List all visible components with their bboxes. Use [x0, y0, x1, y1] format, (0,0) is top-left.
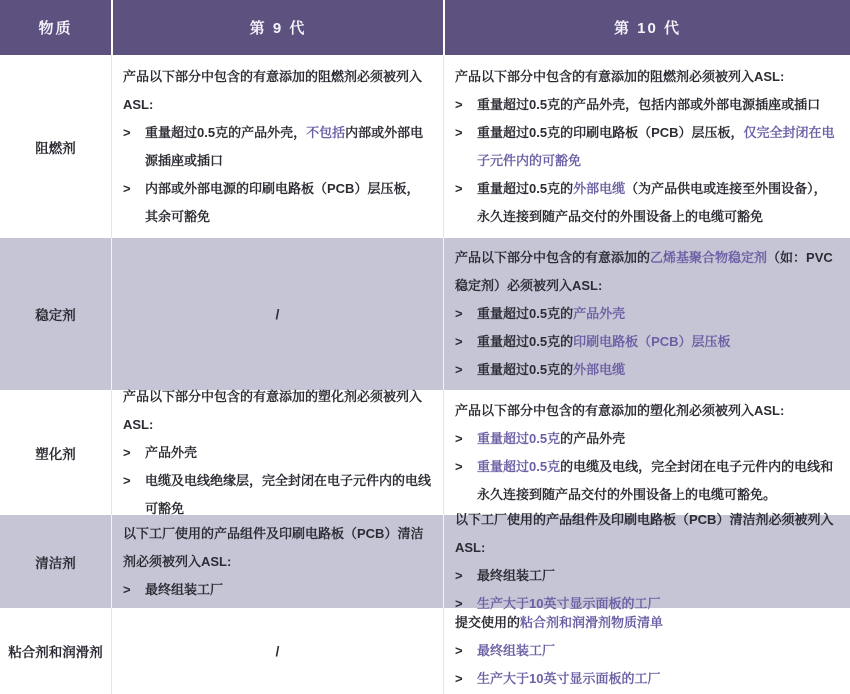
- bullet-item: [455, 425, 839, 453]
- plain-text: 最终组装工厂: [145, 581, 224, 597]
- header-gen10: 第 10 代: [443, 0, 850, 55]
- bullet-text: [477, 175, 839, 231]
- substance-cell: 阻燃剂: [35, 140, 76, 156]
- gen10-cell: [443, 390, 850, 515]
- header-substance: 物质: [38, 20, 73, 37]
- bullet-item: [455, 453, 839, 509]
- bullet-arrow-icon: >: [455, 180, 463, 196]
- gen9-cell: [111, 55, 443, 238]
- plain-text: 以下工厂使用的产品组件及印刷电路板（PCB）清洁剂必须被列入ASL:: [455, 511, 834, 555]
- plain-text: 电缆及电线绝缘层，完全封闭在电子元件内的电线可豁免: [145, 472, 432, 516]
- plain-text: 产品以下部分中包含的有意添加的阻燃剂必须被列入ASL:: [455, 68, 785, 84]
- bullet-item: [455, 300, 839, 328]
- bullet-item: [123, 439, 432, 467]
- substance-cell: 稳定剂: [35, 308, 76, 323]
- bullet-arrow-icon: >: [455, 595, 463, 611]
- bullet-text: [477, 328, 839, 356]
- gen9-cell: /: [111, 238, 443, 390]
- highlighted-text: 仅完全封闭在电子元件内的可豁免: [477, 124, 835, 168]
- cell-intro-text: [123, 383, 432, 439]
- bullet-arrow-icon: >: [455, 306, 463, 321]
- highlighted-text: 生产大于10英寸显示面板的工厂: [477, 595, 661, 611]
- plain-text: 重量超过0.5克的: [477, 334, 574, 349]
- bullet-arrow-icon: >: [455, 643, 463, 658]
- bullet-text: [145, 119, 432, 175]
- highlighted-text: 乙烯基聚合物稳定剂: [650, 250, 768, 265]
- plain-text: 的电缆及电线，完全封闭在电子元件内的电线和永久连接到随产品交付的外围设备上的电缆可豁免。: [477, 458, 834, 502]
- substance-cell: 清洁剂: [35, 555, 76, 571]
- bullet-text: [477, 119, 839, 175]
- bullet-arrow-icon: >: [455, 124, 463, 140]
- highlighted-text: 外部电缆: [573, 362, 626, 377]
- cell-intro-text: [123, 63, 432, 119]
- bullet-arrow-icon: >: [455, 362, 463, 377]
- plain-text: 最终组装工厂: [477, 567, 556, 583]
- highlighted-text: 产品外壳: [573, 306, 626, 321]
- bullet-text: [477, 453, 839, 509]
- highlighted-text: 最终组装工厂: [477, 643, 556, 658]
- gen9-cell: [111, 515, 443, 608]
- gen9-cell: /: [111, 608, 443, 694]
- plain-text: 内部或外部电源插座或插口: [145, 124, 424, 168]
- plain-text: 重量超过0.5克的: [477, 306, 574, 321]
- plain-text: 的产品外壳: [560, 430, 626, 446]
- bullet-item: [455, 119, 839, 175]
- bullet-arrow-icon: >: [455, 96, 463, 112]
- cell-intro-text: [455, 63, 839, 91]
- plain-text: 产品以下部分中包含的有意添加的塑化剂必须被列入ASL:: [123, 388, 423, 432]
- bullet-item: [455, 562, 839, 590]
- table-row: [0, 511, 850, 611]
- substance-cell: 粘合剂和润滑剂: [8, 645, 103, 660]
- bullet-item: [455, 356, 839, 384]
- bullet-item: [123, 576, 432, 604]
- bullet-arrow-icon: >: [123, 444, 131, 460]
- bullet-item: [123, 119, 432, 175]
- plain-text: 内部或外部电源的印刷电路板（PCB）层压板，其余可豁免: [145, 180, 420, 224]
- bullet-item: [455, 665, 839, 693]
- highlighted-text: 重量超过0.5克: [477, 430, 561, 446]
- table-body: [0, 55, 850, 694]
- header-gen9: 第 9 代: [111, 0, 443, 55]
- table-row: [0, 390, 850, 515]
- plain-text: 产品外壳: [145, 444, 198, 460]
- plain-text: 提交使用的: [455, 615, 521, 630]
- table-row: [0, 55, 850, 238]
- bullet-text: [145, 576, 432, 604]
- plain-text: 以下工厂使用的产品组件及印刷电路板（PCB）清洁剂必须被列入ASL:: [123, 525, 424, 569]
- cell-intro-text: [455, 506, 839, 562]
- cell-intro-text: [455, 397, 839, 425]
- bullet-text: [477, 637, 839, 665]
- bullet-arrow-icon: >: [123, 581, 131, 597]
- highlighted-text: 印刷电路板（PCB）层压板: [573, 334, 731, 349]
- plain-text: 重量超过0.5克的产品外壳，包括内部或外部电源插座或插口: [477, 96, 821, 112]
- gen10-cell: [443, 238, 850, 390]
- gen10-cell: [443, 511, 850, 611]
- plain-text: 重量超过0.5克的: [477, 180, 574, 196]
- plain-text: （为产品供电或连接至外围设备），永久连接到随产品交付的外围设备上的电缆可豁免: [477, 180, 827, 224]
- gen10-cell: [443, 608, 850, 694]
- table-header-row: [0, 0, 850, 55]
- highlighted-text: 粘合剂和润滑剂物质清单: [520, 615, 664, 630]
- bullet-arrow-icon: >: [455, 430, 463, 446]
- bullet-arrow-icon: >: [123, 180, 131, 196]
- bullet-arrow-icon: >: [123, 124, 131, 140]
- bullet-text: [477, 562, 839, 590]
- cell-intro-text: [455, 244, 839, 300]
- bullet-text: [145, 439, 432, 467]
- cell-intro-text: [455, 609, 839, 637]
- bullet-item: [123, 175, 432, 231]
- highlighted-text: 不包括: [306, 124, 346, 140]
- plain-text: 产品以下部分中包含的有意添加的阻燃剂必须被列入ASL:: [123, 68, 423, 112]
- bullet-arrow-icon: >: [123, 472, 131, 488]
- table-row: [0, 608, 850, 694]
- gen9-cell: [111, 390, 443, 515]
- bullet-item: [455, 91, 839, 119]
- bullet-text: [477, 91, 839, 119]
- bullet-text: [477, 665, 839, 693]
- bullet-text: [477, 356, 839, 384]
- substance-cell: 塑化剂: [35, 446, 76, 462]
- bullet-text: [145, 175, 432, 231]
- bullet-arrow-icon: >: [455, 458, 463, 474]
- highlighted-text: 重量超过0.5克: [477, 458, 561, 474]
- plain-text: 产品以下部分中包含的有意添加的塑化剂必须被列入ASL:: [455, 402, 785, 418]
- bullet-text: [477, 425, 839, 453]
- bullet-item: [455, 175, 839, 231]
- bullet-arrow-icon: >: [455, 334, 463, 349]
- plain-text: 产品以下部分中包含的有意添加的: [455, 250, 651, 265]
- gen10-cell: [443, 55, 850, 238]
- bullet-arrow-icon: >: [455, 671, 463, 686]
- highlighted-text: 生产大于10英寸显示面板的工厂: [477, 671, 661, 686]
- plain-text: （如：PVC稳定剂）必须被列入ASL:: [455, 250, 833, 293]
- cell-intro-text: [123, 520, 432, 576]
- bullet-arrow-icon: >: [455, 567, 463, 583]
- bullet-item: [455, 637, 839, 665]
- highlighted-text: 外部电缆: [573, 180, 626, 196]
- plain-text: 重量超过0.5克的印刷电路板（PCB）层压板，: [477, 124, 744, 140]
- table-row: [0, 238, 850, 390]
- bullet-item: [455, 328, 839, 356]
- plain-text: 重量超过0.5克的: [477, 362, 574, 377]
- bullet-text: [477, 300, 839, 328]
- plain-text: 重量超过0.5克的产品外壳，: [145, 124, 307, 140]
